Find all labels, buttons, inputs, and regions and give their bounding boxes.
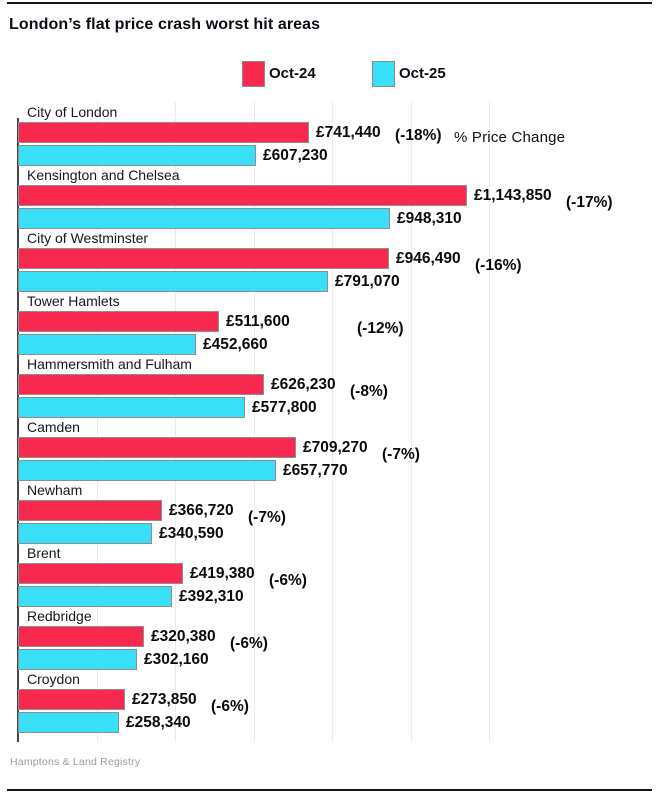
borough-label: Redbridge	[27, 608, 92, 624]
borough-label: Hammersmith and Fulham	[27, 356, 192, 372]
bar-oct-24	[18, 500, 162, 521]
value-label-oct-25: £302,160	[144, 651, 209, 668]
value-label-oct-24: £741,440	[316, 124, 381, 141]
pct-change-label: (-6%)	[269, 572, 307, 589]
borough-label: Brent	[27, 545, 61, 561]
bar-oct-25	[18, 460, 276, 481]
value-label-oct-25: £948,310	[397, 210, 462, 227]
pct-change-label: (-6%)	[211, 698, 249, 715]
bar-oct-24	[18, 374, 264, 395]
value-label-oct-25: £791,070	[335, 273, 400, 290]
bar-oct-25	[18, 523, 152, 544]
bar-oct-25	[18, 649, 137, 670]
bar-oct-25	[18, 712, 119, 733]
value-label-oct-25: £392,310	[179, 588, 244, 605]
legend-label-oct25: Oct-25	[399, 65, 446, 82]
bar-oct-24	[18, 563, 183, 584]
pct-change-label: (-17%)	[566, 194, 613, 211]
pct-change-label: (-18%)	[395, 127, 442, 144]
value-label-oct-24: £626,230	[271, 376, 336, 393]
borough-label: City of Westminster	[27, 230, 149, 246]
bar-oct-24	[18, 185, 467, 206]
legend-swatch-oct25	[372, 61, 395, 87]
bar-oct-25	[18, 586, 172, 607]
value-label-oct-25: £607,230	[263, 147, 328, 164]
pct-change-label: (-12%)	[357, 320, 404, 337]
pct-change-label: (-16%)	[475, 257, 522, 274]
borough-label: Newham	[27, 482, 83, 498]
bar-oct-25	[18, 271, 328, 292]
bar-oct-24	[18, 311, 219, 332]
borough-label: Camden	[27, 419, 80, 435]
borough-label: Croydon	[27, 671, 80, 687]
top-divider	[7, 2, 652, 4]
value-label-oct-24: £1,143,850	[474, 187, 552, 204]
value-label-oct-25: £657,770	[283, 462, 348, 479]
bar-oct-24	[18, 626, 144, 647]
pct-change-label: (-7%)	[248, 509, 286, 526]
bar-oct-25	[18, 334, 196, 355]
bottom-divider	[7, 789, 652, 791]
bar-oct-25	[18, 397, 245, 418]
borough-label: City of London	[27, 104, 118, 120]
value-label-oct-25: £340,590	[159, 525, 224, 542]
pct-change-label: (-8%)	[350, 383, 388, 400]
borough-label: Tower Hamlets	[27, 293, 120, 309]
value-label-oct-25: £577,800	[252, 399, 317, 416]
value-label-oct-25: £452,660	[203, 336, 268, 353]
value-label-oct-24: £511,600	[226, 313, 290, 330]
bar-oct-25	[18, 208, 390, 229]
pct-change-label: (-7%)	[382, 446, 420, 463]
bar-oct-24	[18, 437, 296, 458]
value-label-oct-24: £320,380	[151, 628, 216, 645]
price-change-annotation: % Price Change	[454, 129, 566, 146]
pct-change-label: (-6%)	[230, 635, 268, 652]
value-label-oct-24: £946,490	[396, 250, 461, 267]
bar-oct-25	[18, 145, 256, 166]
value-label-oct-24: £273,850	[132, 691, 197, 708]
legend-label-oct24: Oct-24	[269, 65, 316, 82]
value-label-oct-24: £419,380	[190, 565, 255, 582]
borough-label: Kensington and Chelsea	[27, 167, 180, 183]
source-label: Hamptons & Land Registry	[10, 756, 141, 768]
value-label-oct-24: £709,270	[303, 439, 368, 456]
bar-oct-24	[18, 689, 125, 710]
value-label-oct-24: £366,720	[169, 502, 234, 519]
bar-oct-24	[18, 122, 309, 143]
value-label-oct-25: £258,340	[126, 714, 191, 731]
chart-title: London’s flat price crash worst hit areas	[9, 16, 321, 33]
bar-oct-24	[18, 248, 389, 269]
legend-swatch-oct24	[242, 61, 265, 87]
